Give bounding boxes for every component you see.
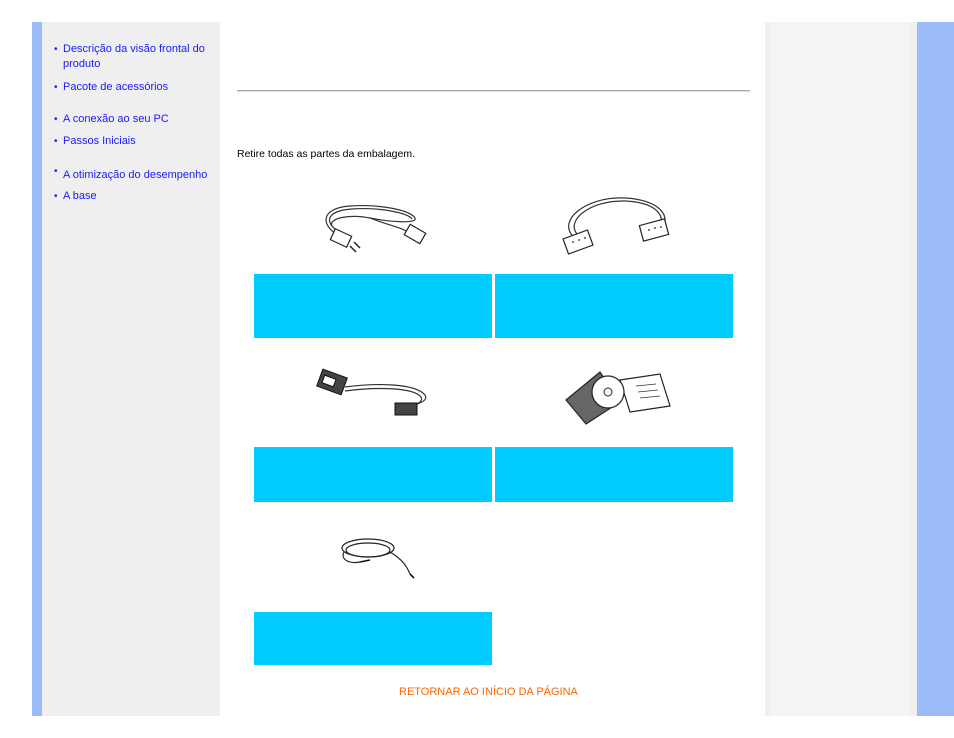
sidebar-item-front-view[interactable] xyxy=(54,42,220,72)
vga-cable-icon xyxy=(315,365,440,420)
bullet: • xyxy=(54,166,58,177)
left-accent-band xyxy=(32,22,42,716)
bullet: • xyxy=(54,136,58,147)
sidebar-item-accessories[interactable] xyxy=(54,80,220,95)
bullet: • xyxy=(54,82,58,93)
bullet: • xyxy=(54,114,58,125)
caption-box-dvi-cable xyxy=(495,274,733,338)
sidebar-item-getting-started[interactable] xyxy=(54,134,220,149)
sidebar-link-optimization[interactable]: A otimização do desempenho xyxy=(63,169,208,181)
dvi-cable-icon xyxy=(555,192,680,260)
intro-text: Retire todas as partes da embalagem. xyxy=(237,148,416,160)
sidebar-link-getting-started[interactable]: Passos Iniciais xyxy=(63,135,136,147)
horizontal-rule xyxy=(237,90,750,92)
sidebar-link-front-view[interactable]: Descrição da visão frontal do produto xyxy=(63,43,205,70)
sidebar-link-pc-connection[interactable]: A conexão ao seu PC xyxy=(63,113,169,125)
power-cord-icon xyxy=(310,196,440,258)
right-accent-band xyxy=(917,22,954,716)
audio-cable-icon xyxy=(330,530,420,580)
caption-box-vga-cable xyxy=(254,447,492,502)
bullet: • xyxy=(54,191,58,202)
sidebar-link-base[interactable]: A base xyxy=(63,190,97,202)
cd-manual-icon xyxy=(560,362,675,427)
bullet: • xyxy=(54,44,58,55)
right-margin-inner xyxy=(770,22,910,716)
sidebar-item-pc-connection[interactable] xyxy=(54,112,220,127)
caption-box-power-cord xyxy=(254,274,492,338)
sidebar-item-base[interactable] xyxy=(54,189,220,204)
caption-box-audio-cable xyxy=(254,612,492,665)
back-to-top-link[interactable]: RETORNAR AO INÍCIO DA PÁGINA xyxy=(399,686,578,698)
caption-box-cd-manual xyxy=(495,447,733,502)
sidebar-link-accessories[interactable]: Pacote de acessórios xyxy=(63,81,169,93)
sidebar-item-optimization[interactable] xyxy=(54,168,220,183)
